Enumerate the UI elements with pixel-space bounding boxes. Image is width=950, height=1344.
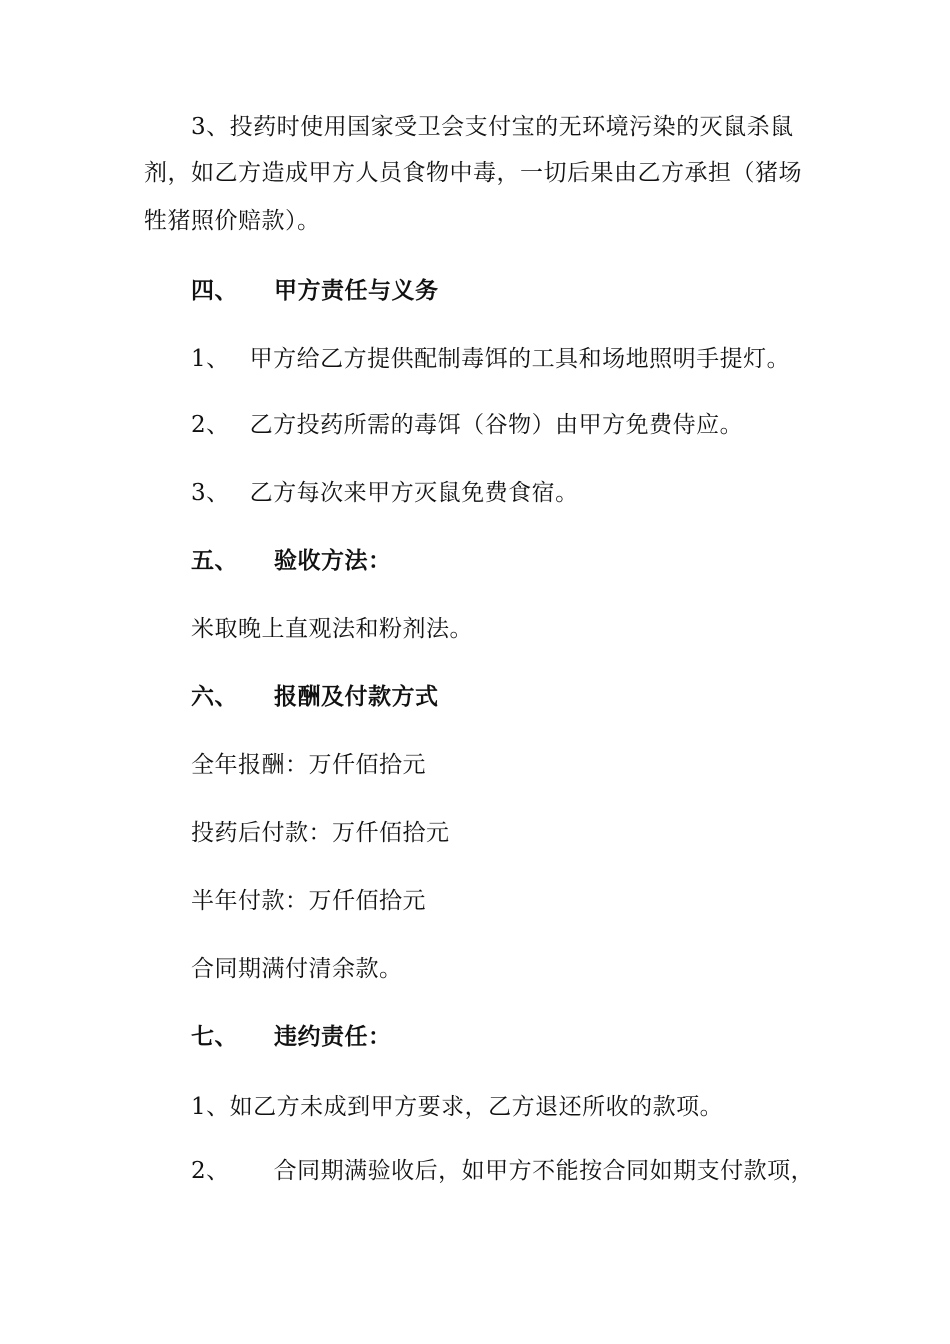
section-5-body: 米取晚上直观法和粉剂法。: [191, 616, 473, 642]
item-number: 1、: [191, 346, 230, 372]
section-5-number: 五、: [191, 547, 238, 574]
section-7-item-1: 1、如乙方未成到甲方要求，乙方退还所收的款项。: [191, 1094, 724, 1120]
section-4-item-2: [191, 410, 743, 440]
section-6-line-4: 合同期满付清余款。: [191, 956, 403, 982]
item-text: 乙方每次来甲方灭鼠免费食宿。: [249, 480, 579, 506]
item-text: 乙方投药所需的毒饵（谷物）由甲方免费侍应。: [249, 412, 744, 438]
section-6-line-2: 投药后付款：万仟佰拾元: [191, 820, 450, 846]
item-number: 2、: [191, 412, 230, 438]
clause-3-line-2: 剂，如乙方造成甲方人员食物中毒，一切后果由乙方承担（猪场: [144, 160, 802, 186]
section-5-title: 验收方法：: [274, 547, 392, 574]
section-7-title: 违约责任：: [274, 1023, 392, 1050]
section-6-line-1: 全年报酬：万仟佰拾元: [191, 752, 426, 778]
section-7-number: 七、: [191, 1023, 238, 1050]
section-7-item-2: [191, 1156, 814, 1186]
section-4-item-3: [191, 478, 579, 508]
item-number: 2、: [191, 1158, 230, 1184]
section-4-heading: [191, 276, 439, 306]
section-4-item-1: [191, 344, 790, 374]
item-number: 3、: [191, 480, 230, 506]
section-6-number: 六、: [191, 683, 238, 710]
item-text: 甲方给乙方提供配制毒饵的工具和场地照明手提灯。: [249, 346, 791, 372]
section-6-title: 报酬及付款方式: [274, 683, 439, 710]
item-text: 合同期满验收后，如甲方不能按合同如期支付款项，: [273, 1158, 815, 1184]
section-5-heading: [191, 546, 392, 576]
section-4-title: 甲方责任与义务: [274, 277, 439, 304]
section-7-heading: [191, 1022, 392, 1052]
section-6-line-3: 半年付款：万仟佰拾元: [191, 888, 426, 914]
section-4-number: 四、: [191, 277, 238, 304]
section-6-heading: [191, 682, 439, 712]
clause-3-line-1: 3、投药时使用国家受卫会支付宝的无环境污染的灭鼠杀鼠: [191, 114, 794, 140]
clause-3-line-3: 牲猪照价赔款）。: [144, 208, 321, 234]
